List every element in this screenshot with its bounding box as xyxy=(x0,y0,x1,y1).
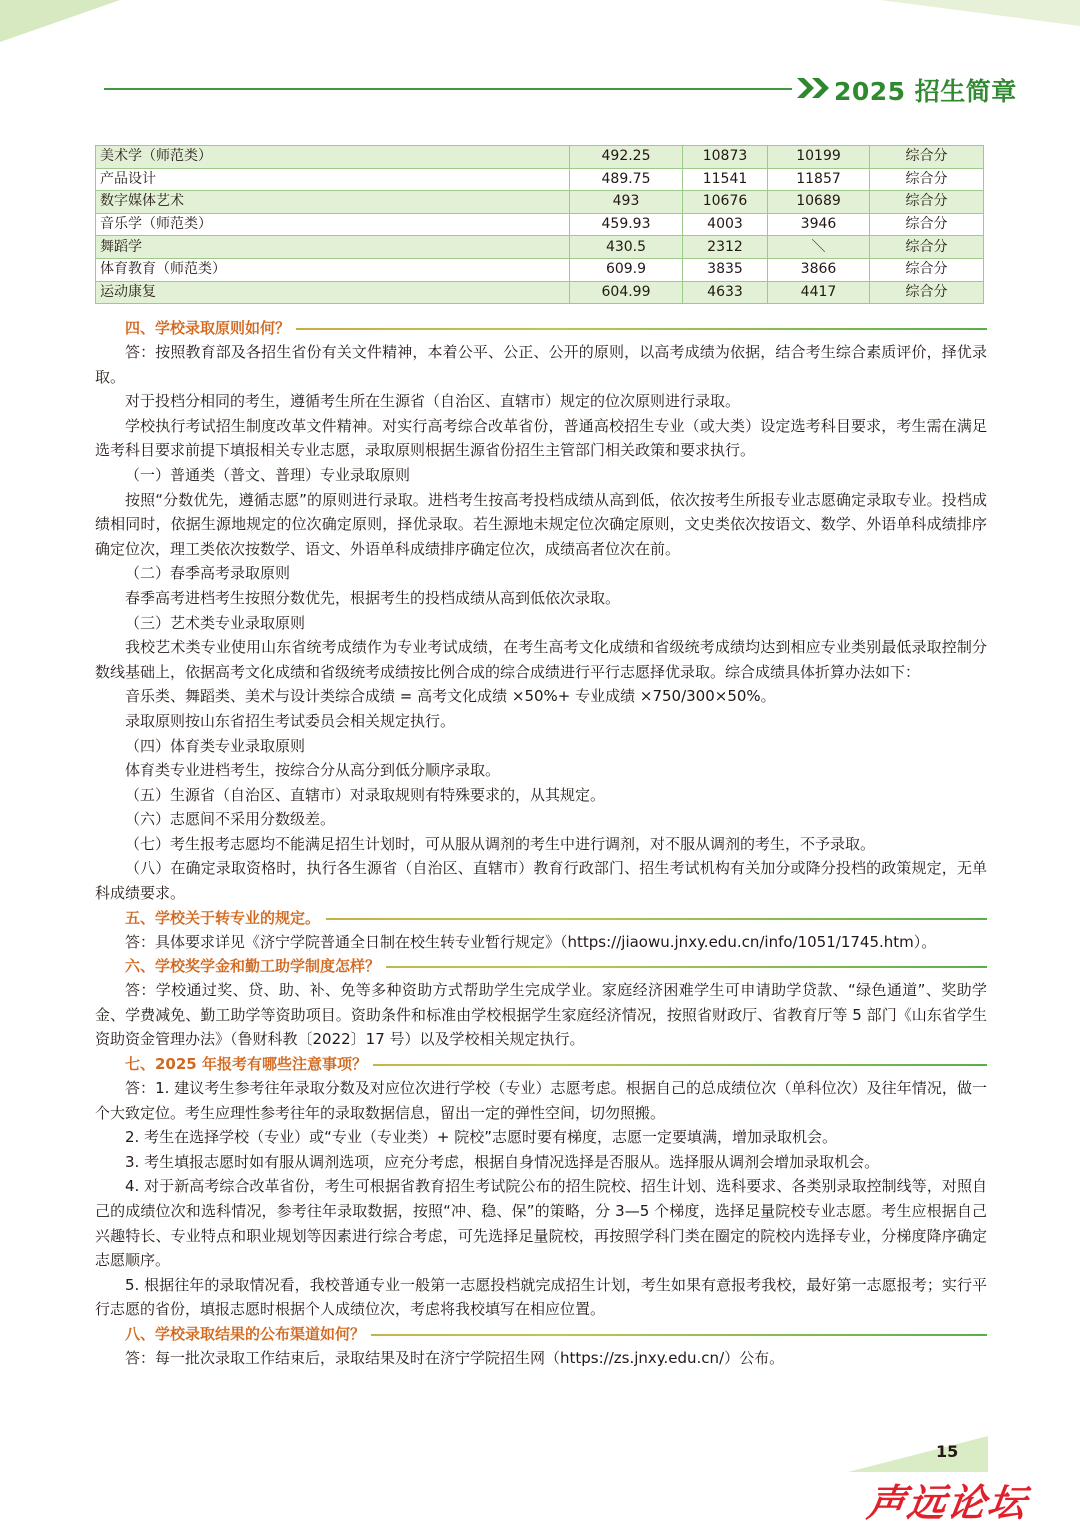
corner-decoration xyxy=(0,0,120,42)
table-cell: 3866 xyxy=(768,258,870,281)
table-row xyxy=(96,146,984,169)
paragraph: 答：学校通过奖、贷、助、补、免等多种资助方式帮助学生完成学业。家庭经济困难学生可申请助学贷款、“绿色通道”、奖助学金、学费减免、勤工助学等资助项目。资助条件和标准由学校根据学生家庭经济情况，按照省财政厅、省教育厅等 5 部门《山东省学生资助资金管理办法》（鲁财科教〔2022〕17 号）以及学校相关规定执行。 xyxy=(95,981,987,1049)
section-heading: 四、学校录取原则如何？ xyxy=(95,316,987,340)
table-cell: 10873 xyxy=(683,146,768,169)
major-cell: 数字媒体艺术 xyxy=(96,191,570,214)
table-cell: 11541 xyxy=(683,168,768,191)
paragraph: 答：按照教育部及各招生省份有关文件精神，本着公平、公正、公开的原则，以高考成绩为依据，结合考生综合素质评价，择优录取。 xyxy=(95,343,987,386)
paragraph: （六）志愿间不采用分数级差。 xyxy=(125,810,336,829)
table-cell: 综合分 xyxy=(870,213,984,236)
table-row xyxy=(96,281,984,304)
paragraph: 答：1. 建议考生参考往年录取分数及对应位次进行学校（专业）志愿考虑。根据自己的总成绩位次（单科位次）及往年情况，做一个大致定位。考生应理性参考往年的录取数据信息，留出一定的弹性空间，切勿照搬。 xyxy=(95,1079,987,1122)
footer-decoration xyxy=(848,1436,988,1472)
qa-content xyxy=(95,316,987,1371)
paragraph: 4. 对于新高考综合改革省份，考生可根据省教育招生考试院公布的招生院校、招生计划、选科要求、各类别录取控制线等，对照自己的成绩位次和选科情况，参考往年录取数据，按照“冲、稳、保”的策略，分 3—5 个梯度，选择足量院校专业志愿。考生应根据自己兴趣特长、专业特点和职业规划等因素进行综合考虑，可先选择足量院校，再按照学科门类在圈定的院校内选择专业，分梯度降序确定志愿顺序。 xyxy=(95,1177,987,1270)
subheading: （二）春季高考录取原则 xyxy=(125,564,291,583)
major-cell: 产品设计 xyxy=(96,168,570,191)
section-heading: 八、学校录取结果的公布渠道如何？ xyxy=(95,1322,987,1346)
major-cell: 运动康复 xyxy=(96,281,570,304)
paragraph: 按照“分数优先，遵循志愿”的原则进行录取。进档考生按高考投档成绩从高到低，依次按考生所报专业志愿确定录取专业。投档成绩相同时，依据生源地规定的位次确定原则，择优录取。若生源地未规定位次确定原则，文史类依次按语文、数学、外语单科成绩排序确定位次，理工类依次按数学、语文、外语单科成绩排序确定位次，成绩高者位次在前。 xyxy=(95,490,987,558)
corner-decoration-right xyxy=(880,0,1080,26)
page-number: 15 xyxy=(936,1442,959,1461)
table-row xyxy=(96,236,984,259)
paragraph: 3. 考生填报志愿时如有服从调剂选项，应充分考虑，根据自身情况选择是否服从。选择服从调剂会增加录取机会。 xyxy=(125,1152,880,1171)
section-heading: 五、学校关于转专业的规定。 xyxy=(95,906,987,930)
watermark-logo: 声远论坛 xyxy=(864,1481,1031,1525)
table-cell: 综合分 xyxy=(870,191,984,214)
table-cell: ＼ xyxy=(768,236,870,259)
major-cell: 音乐学（师范类） xyxy=(96,213,570,236)
section-heading: 六、学校奖学金和勤工助学制度怎样？ xyxy=(95,954,987,978)
formula: 音乐类、舞蹈类、美术与设计类综合成绩 = 高考文化成绩 ×50%+ 专业成绩 ×750/300×50%。 xyxy=(125,687,776,706)
paragraph: 答：具体要求详见《济宁学院普通全日制在校生转专业暂行规定》（https://jiaowu.jnxy.edu.cn/info/1051/1745.htm）。 xyxy=(125,932,937,951)
paragraph: 2. 考生在选择学校（专业）或“专业（专业类）+ 院校”志愿时要有梯度，志愿一定要填满，增加录取机会。 xyxy=(125,1128,837,1147)
subheading: （三）艺术类专业录取原则 xyxy=(125,613,306,632)
major-cell: 体育教育（师范类） xyxy=(96,258,570,281)
table-cell: 3835 xyxy=(683,258,768,281)
header-rule xyxy=(104,88,792,90)
table-row xyxy=(96,191,984,214)
table-cell: 4633 xyxy=(683,281,768,304)
paragraph: 录取原则按山东省招生考试委员会相关规定执行。 xyxy=(125,711,456,730)
table-cell: 4417 xyxy=(768,281,870,304)
table-row xyxy=(96,213,984,236)
paragraph: 5. 根据往年的录取情况看，我校普通专业一般第一志愿投档就完成招生计划，考生如果有意报考我校，最好第一志愿报考；实行平行志愿的省份，填报志愿时根据个人成绩位次，考虑将我校填写在相应位置。 xyxy=(95,1275,987,1319)
table-row xyxy=(96,258,984,281)
paragraph: （五）生源省（自治区、直辖市）对录取规则有特殊要求的，从其规定。 xyxy=(125,785,606,804)
table-cell: 10199 xyxy=(768,146,870,169)
table-cell: 459.93 xyxy=(570,213,683,236)
paragraph: 对于投档分相同的考生，遵循考生所在生源省（自治区、直辖市）规定的位次原则进行录取。 xyxy=(125,392,741,411)
table-cell: 3946 xyxy=(768,213,870,236)
major-cell: 舞蹈学 xyxy=(96,236,570,259)
paragraph: 学校执行考试招生制度改革文件精神。对实行高考综合改革省份，普通高校招生专业（或大类）设定选考科目要求，考生需在满足选考科目要求前提下填报相关专业志愿，录取原则根据生源省份招生主管部门相关政策和要求执行。 xyxy=(95,416,987,460)
score-table-body xyxy=(96,146,984,304)
table-cell: 430.5 xyxy=(570,236,683,259)
table-cell: 10689 xyxy=(768,191,870,214)
paragraph: （八）在确定录取资格时，执行各生源省（自治区、直辖市）教育行政部门、招生考试机构有关加分或降分投档的政策规定，无单科成绩要求。 xyxy=(95,859,987,903)
paragraph: 我校艺术类专业使用山东省统考成绩作为专业考试成绩，在考生高考文化成绩和省级统考成绩均达到相应专业类别最低录取控制分数线基础上，依据高考文化成绩和省级统考成绩按比例合成的综合成绩进行平行志愿择优录取。综合成绩具体折算办法如下： xyxy=(95,638,987,681)
table-cell: 492.25 xyxy=(570,146,683,169)
table-cell: 综合分 xyxy=(870,281,984,304)
table-cell: 609.9 xyxy=(570,258,683,281)
table-cell: 489.75 xyxy=(570,168,683,191)
table-cell: 4003 xyxy=(683,213,768,236)
table-cell: 2312 xyxy=(683,236,768,259)
table-cell: 综合分 xyxy=(870,236,984,259)
subheading: （一）普通类（普文、普理）专业录取原则 xyxy=(125,465,411,484)
double-chevron-icon xyxy=(797,76,833,100)
table-row xyxy=(96,168,984,191)
brochure-title: 2025 招生简章 xyxy=(834,77,1017,106)
major-cell: 美术学（师范类） xyxy=(96,146,570,169)
subheading: （四）体育类专业录取原则 xyxy=(125,736,306,755)
table-cell: 综合分 xyxy=(870,168,984,191)
table-cell: 综合分 xyxy=(870,258,984,281)
table-cell: 综合分 xyxy=(870,146,984,169)
table-cell: 10676 xyxy=(683,191,768,214)
paragraph: 体育类专业进档考生，按综合分从高分到低分顺序录取。 xyxy=(125,761,501,780)
table-cell: 11857 xyxy=(768,168,870,191)
paragraph: （七）考生报考志愿均不能满足招生计划时，可从服从调剂的考生中进行调剂，对不服从调剂的考生，不予录取。 xyxy=(125,834,876,853)
paragraph: 答：每一批次录取工作结束后，录取结果及时在济宁学院招生网（https://zs.jnxy.edu.cn/）公布。 xyxy=(125,1348,785,1367)
section-heading: 七、2025 年报考有哪些注意事项？ xyxy=(95,1052,987,1076)
paragraph: 春季高考进档考生按照分数优先，根据考生的投档成绩从高到低依次录取。 xyxy=(125,588,621,607)
table-cell: 493 xyxy=(570,191,683,214)
score-table xyxy=(95,145,984,304)
table-cell: 604.99 xyxy=(570,281,683,304)
